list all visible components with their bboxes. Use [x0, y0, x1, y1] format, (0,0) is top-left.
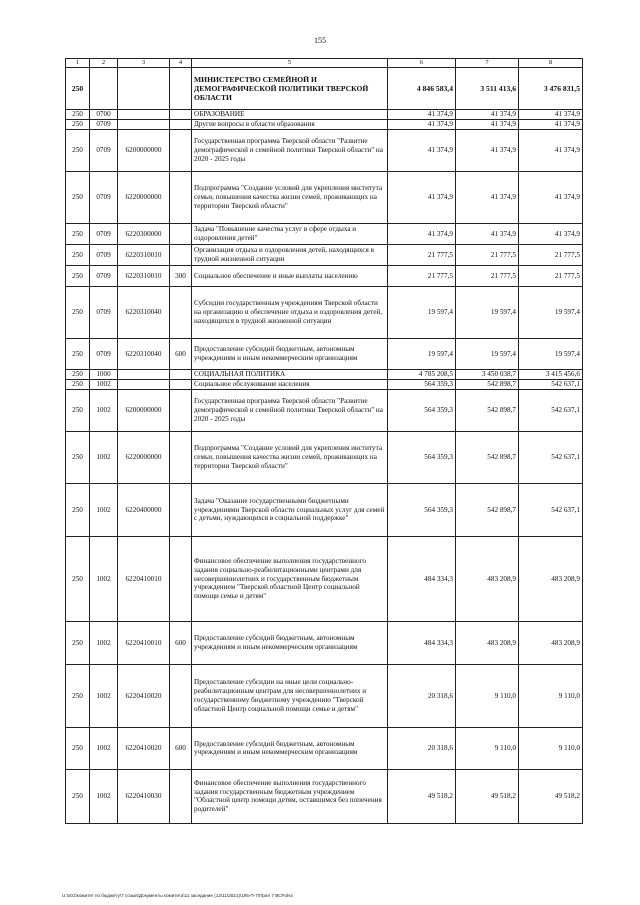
target-article-cell: 6220310040	[118, 286, 170, 338]
item-name-cell: Государственная программа Тверской области "Развитие демографической и семейной политики Тверской области" на 2020 - 2025 годы	[192, 389, 388, 431]
target-article-cell	[118, 379, 170, 389]
amount-col6-cell: 564 359,3	[388, 389, 456, 431]
expense-type-cell	[170, 769, 192, 823]
admin-code-cell: 250	[66, 621, 90, 664]
target-article-cell: 6200000000	[118, 389, 170, 431]
section-code-cell: 0709	[90, 223, 118, 244]
target-article-cell: 6220310010	[118, 244, 170, 265]
expense-type-cell: 300	[170, 265, 192, 286]
expense-type-cell	[170, 483, 192, 536]
column-number-cell: 8	[519, 59, 583, 68]
table-row	[66, 369, 583, 379]
item-name-cell: Предоставление субсидии на иные цели социально-реабилитационным центрам для несовершеннолетних и государственному бюджетному учреждению "Тверской областной Центр социальной помощи семье и детям"	[192, 664, 388, 727]
amount-col6-cell: 41 374,9	[388, 109, 456, 119]
amount-col8-cell: 542 637,1	[519, 389, 583, 431]
expense-type-cell	[170, 536, 192, 621]
expense-type-cell: 600	[170, 621, 192, 664]
column-number-cell: 3	[118, 59, 170, 68]
table-row	[66, 483, 583, 536]
target-article-cell	[118, 369, 170, 379]
amount-col8-cell: 41 374,9	[519, 109, 583, 119]
item-name-cell: ОБРАЗОВАНИЕ	[192, 109, 388, 119]
item-name-cell: Задача "Оказание государственными бюджетными учреждениями Тверской области социальных услуг для семей с детьми, нуждающихся в социальной поддержке"	[192, 483, 388, 536]
amount-col7-cell: 483 208,9	[456, 621, 519, 664]
admin-code-cell: 250	[66, 369, 90, 379]
amount-col7-cell: 41 374,9	[456, 223, 519, 244]
table-row	[66, 379, 583, 389]
amount-col8-cell: 542 637,1	[519, 483, 583, 536]
amount-col8-cell: 41 374,9	[519, 129, 583, 171]
table-row	[66, 265, 583, 286]
table-row	[66, 338, 583, 369]
item-name-cell: Предоставление субсидий бюджетным, автономным учреждениям и иным некоммерческим организациям	[192, 338, 388, 369]
amount-col7-cell: 41 374,9	[456, 129, 519, 171]
section-code-cell: 1002	[90, 389, 118, 431]
amount-col6-cell: 41 374,9	[388, 171, 456, 223]
admin-code-cell: 250	[66, 265, 90, 286]
section-code-cell: 1002	[90, 727, 118, 769]
amount-col7-cell: 21 777,5	[456, 244, 519, 265]
table-row	[66, 244, 583, 265]
admin-code-cell: 250	[66, 67, 90, 109]
amount-col8-cell: 542 637,1	[519, 379, 583, 389]
table-row	[66, 119, 583, 129]
amount-col8-cell: 41 374,9	[519, 223, 583, 244]
amount-col6-cell: 41 374,9	[388, 129, 456, 171]
item-name-cell: Социальное обеспечение и иные выплаты населению	[192, 265, 388, 286]
target-article-cell	[118, 109, 170, 119]
column-number-cell: 5	[192, 59, 388, 68]
amount-col6-cell: 4 846 583,4	[388, 67, 456, 109]
expense-type-cell	[170, 369, 192, 379]
table-row	[66, 621, 583, 664]
column-number-cell: 6	[388, 59, 456, 68]
section-code-cell: 1002	[90, 621, 118, 664]
item-name-cell: Субсидии государственным учреждениям Тверской области на организацию и обеспечение отдыха и оздоровления детей, находящихся в трудной жизненной ситуации	[192, 286, 388, 338]
expense-type-cell	[170, 286, 192, 338]
admin-code-cell: 250	[66, 129, 90, 171]
amount-col6-cell: 21 777,5	[388, 265, 456, 286]
amount-col7-cell: 19 597,4	[456, 338, 519, 369]
amount-col6-cell: 20 318,6	[388, 727, 456, 769]
expense-type-cell	[170, 389, 192, 431]
section-code-cell: 1002	[90, 536, 118, 621]
expense-type-cell	[170, 171, 192, 223]
table-row	[66, 129, 583, 171]
target-article-cell	[118, 67, 170, 109]
item-name-cell: Подпрограмма "Создание условий для укрепления института семьи, повышения качества жизни семей, проживающих на территории Тверской области"	[192, 431, 388, 483]
amount-col6-cell: 41 374,9	[388, 223, 456, 244]
amount-col7-cell: 483 208,9	[456, 536, 519, 621]
admin-code-cell: 250	[66, 727, 90, 769]
amount-col7-cell: 41 374,9	[456, 109, 519, 119]
amount-col7-cell: 41 374,9	[456, 171, 519, 223]
target-article-cell: 6220310040	[118, 338, 170, 369]
expense-type-cell	[170, 223, 192, 244]
target-article-cell: 6220000000	[118, 431, 170, 483]
admin-code-cell: 250	[66, 223, 90, 244]
table-row	[66, 171, 583, 223]
amount-col6-cell: 41 374,9	[388, 119, 456, 129]
target-article-cell: 6220410020	[118, 727, 170, 769]
expense-type-cell	[170, 431, 192, 483]
table-row	[66, 536, 583, 621]
amount-col7-cell: 9 110,0	[456, 664, 519, 727]
expense-type-cell	[170, 119, 192, 129]
item-name-cell: Задача "Повышение качества услуг в сфере отдыха и оздоровления детей"	[192, 223, 388, 244]
amount-col7-cell: 49 518,2	[456, 769, 519, 823]
amount-col8-cell: 3 415 456,6	[519, 369, 583, 379]
amount-col8-cell: 19 597,4	[519, 286, 583, 338]
section-code-cell: 0709	[90, 171, 118, 223]
amount-col8-cell: 21 777,5	[519, 244, 583, 265]
amount-col7-cell: 542 898,7	[456, 483, 519, 536]
column-number-cell: 7	[456, 59, 519, 68]
column-number-cell: 1	[66, 59, 90, 68]
admin-code-cell: 250	[66, 109, 90, 119]
amount-col6-cell: 484 334,3	[388, 536, 456, 621]
item-name-cell: Предоставление субсидий бюджетным, автономным учреждениям и иным некоммерческим организациям	[192, 621, 388, 664]
item-name-cell: СОЦИАЛЬНАЯ ПОЛИТИКА	[192, 369, 388, 379]
section-code-cell: 1002	[90, 483, 118, 536]
admin-code-cell: 250	[66, 664, 90, 727]
target-article-cell: 6220410010	[118, 621, 170, 664]
item-name-cell: Социальное обслуживание населения	[192, 379, 388, 389]
file-path-footer: U:\o01\комитет по бюджету\7 созыв\Документы комитета\11 заседание (12\11\2021)\195-П-7\Прил 7 ВСР.xlsx	[62, 893, 293, 898]
amount-col8-cell: 41 374,9	[519, 119, 583, 129]
amount-col8-cell: 3 476 831,5	[519, 67, 583, 109]
amount-col6-cell: 49 518,2	[388, 769, 456, 823]
admin-code-cell: 250	[66, 244, 90, 265]
admin-code-cell: 250	[66, 171, 90, 223]
target-article-cell: 6220400000	[118, 483, 170, 536]
amount-col7-cell: 19 597,4	[456, 286, 519, 338]
amount-col6-cell: 564 359,3	[388, 379, 456, 389]
expense-type-cell	[170, 129, 192, 171]
item-name-cell: Государственная программа Тверской области "Развитие демографической и семейной политики Тверской области" на 2020 - 2025 годы	[192, 129, 388, 171]
column-number-cell: 4	[170, 59, 192, 68]
item-name-cell: Организация отдыха и оздоровления детей, находящихся в трудной жизненной ситуации	[192, 244, 388, 265]
amount-col6-cell: 484 334,3	[388, 621, 456, 664]
amount-col7-cell: 41 374,9	[456, 119, 519, 129]
amount-col6-cell: 4 785 208,5	[388, 369, 456, 379]
admin-code-cell: 250	[66, 119, 90, 129]
admin-code-cell: 250	[66, 389, 90, 431]
admin-code-cell: 250	[66, 483, 90, 536]
table-row	[66, 109, 583, 119]
amount-col7-cell: 21 777,5	[456, 265, 519, 286]
admin-code-cell: 250	[66, 379, 90, 389]
budget-table	[65, 58, 583, 824]
column-number-row	[66, 59, 583, 68]
admin-code-cell: 250	[66, 431, 90, 483]
amount-col8-cell: 41 374,9	[519, 171, 583, 223]
target-article-cell: 6220300000	[118, 223, 170, 244]
table-row	[66, 223, 583, 244]
expense-type-cell	[170, 109, 192, 119]
amount-col6-cell: 564 359,3	[388, 431, 456, 483]
item-name-cell: Финансовое обеспечение выполнения государственного задания социально-реабилитационными центрами для несовершеннолетних и государственным бюджетным учреждением "Тверской областной Центр социальной помощи семье и детям"	[192, 536, 388, 621]
amount-col6-cell: 19 597,4	[388, 338, 456, 369]
target-article-cell: 6220000000	[118, 171, 170, 223]
amount-col8-cell: 21 777,5	[519, 265, 583, 286]
amount-col8-cell: 483 208,9	[519, 621, 583, 664]
admin-code-cell: 250	[66, 338, 90, 369]
table-row	[66, 431, 583, 483]
amount-col6-cell: 20 318,6	[388, 664, 456, 727]
item-name-cell: Подпрограмма "Создание условий для укрепления института семьи, повышения качества жизни семей, проживающих на территории Тверской области"	[192, 171, 388, 223]
amount-col7-cell: 9 110,0	[456, 727, 519, 769]
item-name-cell: МИНИСТЕРСТВО СЕМЕЙНОЙ И ДЕМОГРАФИЧЕСКОЙ ПОЛИТИКИ ТВЕРСКОЙ ОБЛАСТИ	[192, 67, 388, 109]
section-code-cell: 1002	[90, 664, 118, 727]
expense-type-cell	[170, 244, 192, 265]
target-article-cell: 6220410020	[118, 664, 170, 727]
amount-col8-cell: 19 597,4	[519, 338, 583, 369]
table-row	[66, 286, 583, 338]
section-code-cell: 0709	[90, 119, 118, 129]
expense-type-cell	[170, 67, 192, 109]
table-row	[66, 67, 583, 109]
expense-type-cell: 600	[170, 727, 192, 769]
expense-type-cell	[170, 379, 192, 389]
target-article-cell: 6220410030	[118, 769, 170, 823]
page-number: 155	[314, 36, 326, 45]
table-row	[66, 727, 583, 769]
target-article-cell: 6200000000	[118, 129, 170, 171]
amount-col7-cell: 3 450 038,7	[456, 369, 519, 379]
section-code-cell: 0709	[90, 129, 118, 171]
amount-col8-cell: 49 518,2	[519, 769, 583, 823]
amount-col7-cell: 3 511 413,6	[456, 67, 519, 109]
section-code-cell: 0709	[90, 338, 118, 369]
expense-type-cell	[170, 664, 192, 727]
admin-code-cell: 250	[66, 536, 90, 621]
table-row	[66, 769, 583, 823]
section-code-cell: 0709	[90, 265, 118, 286]
admin-code-cell: 250	[66, 286, 90, 338]
amount-col6-cell: 19 597,4	[388, 286, 456, 338]
amount-col6-cell: 564 359,3	[388, 483, 456, 536]
amount-col7-cell: 542 898,7	[456, 379, 519, 389]
target-article-cell: 6220310010	[118, 265, 170, 286]
amount-col8-cell: 542 637,1	[519, 431, 583, 483]
amount-col7-cell: 542 898,7	[456, 431, 519, 483]
amount-col8-cell: 9 110,0	[519, 727, 583, 769]
amount-col8-cell: 9 110,0	[519, 664, 583, 727]
table-row	[66, 664, 583, 727]
amount-col7-cell: 542 898,7	[456, 389, 519, 431]
expense-type-cell: 600	[170, 338, 192, 369]
section-code-cell: 1002	[90, 431, 118, 483]
section-code-cell: 1002	[90, 769, 118, 823]
section-code-cell: 0709	[90, 244, 118, 265]
admin-code-cell: 250	[66, 769, 90, 823]
item-name-cell: Финансовое обеспечение выполнения государственного задания государственным бюджетным учреждением "Областной центр помощи детям, оставшимся без попечения родителей"	[192, 769, 388, 823]
section-code-cell: 0700	[90, 109, 118, 119]
item-name-cell: Другие вопросы в области образования	[192, 119, 388, 129]
amount-col8-cell: 483 208,9	[519, 536, 583, 621]
section-code-cell: 0709	[90, 286, 118, 338]
budget-table-body	[66, 59, 583, 824]
amount-col6-cell: 21 777,5	[388, 244, 456, 265]
item-name-cell: Предоставление субсидий бюджетным, автономным учреждениям и иным некоммерческим организациям	[192, 727, 388, 769]
section-code-cell	[90, 67, 118, 109]
table-row	[66, 389, 583, 431]
section-code-cell: 1000	[90, 369, 118, 379]
column-number-cell: 2	[90, 59, 118, 68]
target-article-cell	[118, 119, 170, 129]
target-article-cell: 6220410010	[118, 536, 170, 621]
section-code-cell: 1002	[90, 379, 118, 389]
